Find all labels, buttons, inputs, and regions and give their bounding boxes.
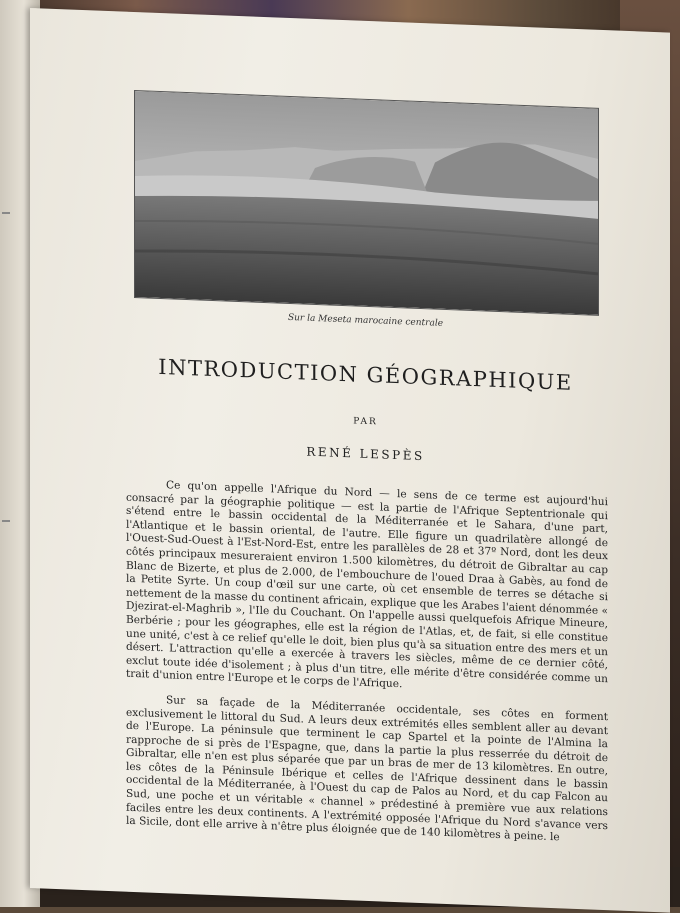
body-text bbox=[126, 478, 608, 858]
chapter-title: INTRODUCTION GÉOGRAPHIQUE bbox=[158, 354, 573, 395]
byline-par: PAR bbox=[353, 416, 378, 428]
author-name: RENÉ LESPÈS bbox=[306, 444, 425, 464]
landscape-illustration bbox=[135, 91, 598, 315]
landscape-photo bbox=[134, 90, 599, 316]
photo-caption: Sur la Meseta marocaine centrale bbox=[287, 312, 444, 329]
paragraph-2: Sur sa façade de la Méditerranée occidentale, ses côtes en forment exclusivement le littoral du Sud. A leurs deux extrémités elles semblent aller au devant de l'Europe. La péninsule que terminent le cap Spartel et la pointe de l'Almina la rapproche de si près de l'Espagne, que, dans la partie la plus resserrée du détroit de Gibraltar, elle n'en est plus séparée que par un bras de mer de 13 kilomètres. En outre, les côtes de la Péninsule Ibérique et celles de l'Afrique dessinent dans le bassin occidental de la Méditerranée, à l'Ouest du cap de Palos au Nord, et du cap Falcon au Sud, une poche et un véritable « channel » prédestiné à première vue aux relations faciles entre les deux continents. A l'extrémité opposée l'Afrique du Nord s'avance vers la Sicile, dont elle arrive à n'être plus éloignée que de 140 kilomètres à peine. le bbox=[126, 694, 608, 844]
book-page bbox=[30, 8, 670, 913]
binding-thread bbox=[2, 520, 10, 522]
paragraph-1: Ce qu'on appelle l'Afrique du Nord — le sens de ce terme est aujourd'hui consacré par la géographie politique — est la partie de l'Afrique Septentrionale qui s'étend entre le bassin occidental de la Méditerranée et le Sahara, d'une part, l'Atlantique et le bassin oriental, de l'autre. Elle figure un quadrilatère allongé de l'Ouest-Sud-Ouest à l'Est-Nord-Est, entre les parallèles de 28 et 37º Nord, dont les deux côtés principaux mesureraient environ 1.500 kilomètres, du détroit de Gibraltar au cap Blanc de Bizerte, et plus de 2.000, de l'embouchure de l'oued Draa à Gabès, au fond de la Petite Syrte. Un coup d'œil sur une carte, où cet ensemble de terres se détache si nettement de la masse du continent africain, explique que les Arabes l'aient dénommée « Djezirat-el-Maghrib », l'Ile du Couchant. On l'appelle aussi quelquefois Afrique Mineure, Berbérie ; pour les géographes, elle est la région de l'Atlas, et, de fait, si elle constitue une unité, c'est à ce relief qu'elle le doit, bien plus qu'à sa situation entre des mers et un désert. L'attraction qu'elle a exercée à travers les siècles, même de ce dernier côté, exclut toute idée d'isolement ; à plus d'un titre, elle mérite d'être considérée comme un trait d'union entre l'Europe et le corps de l'Afrique. bbox=[126, 479, 608, 691]
binding-thread bbox=[2, 212, 10, 214]
